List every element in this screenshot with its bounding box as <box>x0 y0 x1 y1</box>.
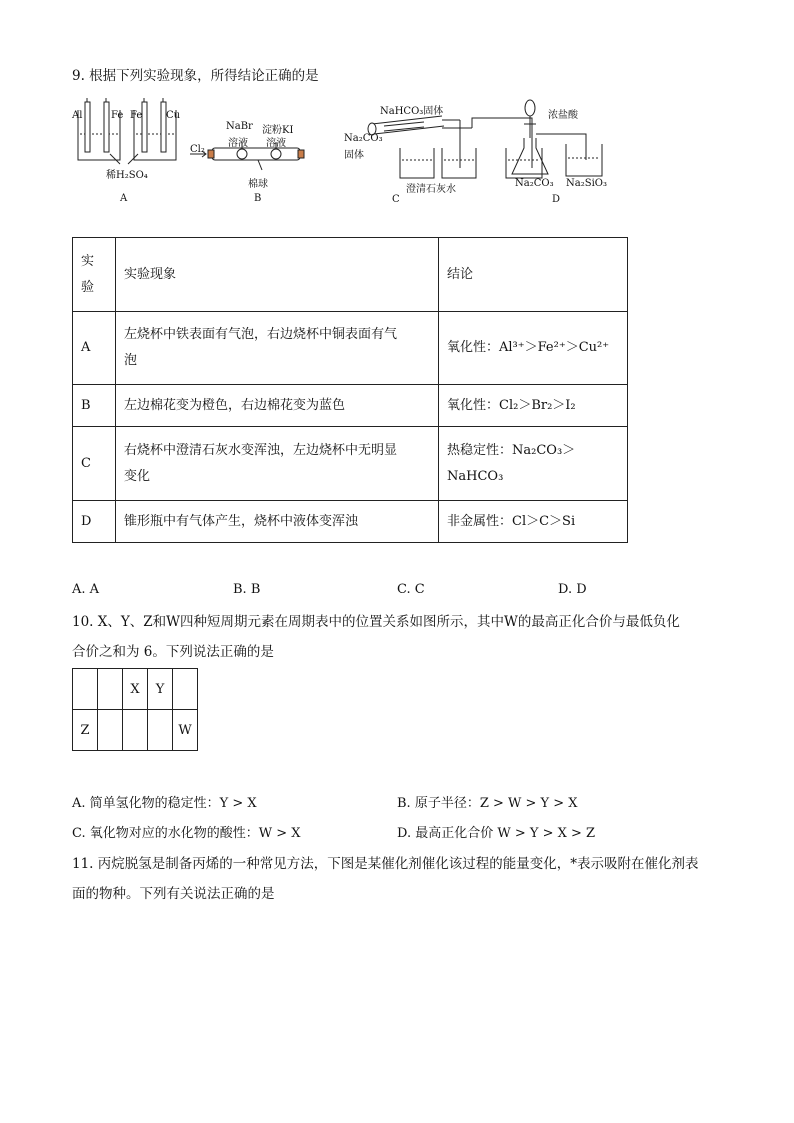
fig-d-caption: D <box>552 194 561 205</box>
phenomenon-line: 右烧杯中澄清石灰水变浑浊，左边烧杯中无明显 <box>124 442 398 458</box>
grid-cell <box>123 710 148 751</box>
grid-cell <box>98 710 123 751</box>
q10-option-a[interactable]: A. 简单氢化物的稳定性：Y > X <box>72 796 257 811</box>
grid-cell: X <box>123 669 148 710</box>
phenomenon-line: 变化 <box>124 468 151 484</box>
fig-a-electrode-fe <box>104 102 109 152</box>
header-cell-experiment <box>73 238 116 312</box>
q9-option-c[interactable]: C. C <box>397 582 425 597</box>
row-id: C <box>73 427 116 501</box>
header-cell-conclusion: 结论 <box>439 238 628 312</box>
header-experiment-line1: 实 <box>81 253 95 269</box>
grid-cell: Z <box>73 710 98 751</box>
fig-d-beaker-label: Na₂SiO₃ <box>566 178 607 189</box>
grid-cell: Y <box>148 669 173 710</box>
fig-a-electrode-al <box>85 102 90 152</box>
q10-stem-line2: 合价之和为 6。下列说法正确的是 <box>72 644 274 660</box>
phenomenon-line: 左烧杯中铁表面有气泡，右边烧杯中铜表面有气 <box>124 327 398 342</box>
fig-d-flask-label: Na₂CO₃ <box>515 178 554 189</box>
table-row <box>73 427 628 501</box>
row-conclusion: 氧化性：Al³⁺＞Fe²⁺＞Cu²⁺ <box>439 312 628 385</box>
row-conclusion: 氧化性：Cl₂＞Br₂＞I₂ <box>439 385 628 427</box>
table-row <box>73 312 628 385</box>
fig-c-water: 澄清石灰水 <box>406 184 456 195</box>
q10-option-d[interactable]: D. 最高正化合价 W > Y > X > Z <box>397 826 596 841</box>
fig-b-left-1: NaBr <box>226 121 253 132</box>
grid-cell: W <box>173 710 198 751</box>
fig-b-gas: Cl₂ <box>190 144 205 155</box>
fig-b-right-2: 溶液 <box>266 138 286 149</box>
header-cell-phenomenon: 实验现象 <box>116 238 439 312</box>
row-conclusion: 非金属性：Cl＞C＞Si <box>439 501 628 543</box>
table-header-row <box>73 238 628 312</box>
fig-a-label-al: Al <box>72 110 83 121</box>
fig-a-label-fe: Fe <box>111 110 124 121</box>
row-phenomenon: 锥形瓶中有气体产生，烧杯中液体变浑浊 <box>116 501 439 543</box>
fig-b-cotton: 棉球 <box>248 179 268 190</box>
fig-c-beaker-left <box>400 148 434 178</box>
fig-d-beaker <box>566 144 602 176</box>
row-conclusion <box>439 427 628 501</box>
grid-cell <box>73 669 98 710</box>
q9-option-d[interactable]: D. D <box>558 582 587 597</box>
fig-b-left-2: 溶液 <box>228 138 248 149</box>
grid-cell <box>148 710 173 751</box>
row-id: B <box>73 385 116 427</box>
fig-a-label-cu: Cu <box>166 110 181 121</box>
grid-cell <box>98 669 123 710</box>
table-row <box>73 501 628 543</box>
fig-c-tube-outer <box>372 116 442 124</box>
row-phenomenon <box>116 427 439 501</box>
q10-option-b[interactable]: B. 原子半径：Z > W > Y > X <box>397 796 578 811</box>
q10-stem-line1: 10. X、Y、Z和W四种短周期元素在周期表中的位置关系如图所示，其中W的最高正化合价与最低负化 <box>72 614 680 630</box>
header-experiment-line2: 验 <box>81 279 95 295</box>
row-phenomenon: 左边棉花变为橙色，右边棉花变为蓝色 <box>116 385 439 427</box>
q9-stem: 9. 根据下列实验现象，所得结论正确的是 <box>72 68 319 84</box>
row-id: A <box>73 312 116 385</box>
fig-d-acid: 浓盐酸 <box>548 110 578 121</box>
q11-stem-line1: 11. 丙烷脱氢是制备丙烯的一种常见方法，下图是某催化剂催化该过程的能量变化，*表示吸附在催化剂表 <box>72 856 699 872</box>
conclusion-line: NaHCO₃ <box>447 468 504 484</box>
q10-option-c[interactable]: C. 氧化物对应的水化物的酸性：W > X <box>72 826 301 841</box>
grid-row <box>73 710 198 751</box>
q9-table <box>72 237 628 543</box>
q9-option-b[interactable]: B. B <box>233 582 261 597</box>
table-row <box>73 385 628 427</box>
q9-option-a[interactable]: A. A <box>72 582 100 597</box>
fig-c-outer-2: 固体 <box>344 150 364 161</box>
fig-a-label-fe2: Fe <box>130 110 143 121</box>
fig-c-inner: NaHCO₃固体 <box>380 106 444 117</box>
q11-stem-line2: 面的物种。下列有关说法正确的是 <box>72 886 275 902</box>
fig-c-outer-1: Na₂CO₃ <box>344 133 383 144</box>
phenomenon-line: 泡 <box>124 353 138 368</box>
row-phenomenon <box>116 312 439 385</box>
grid-row <box>73 669 198 710</box>
grid-cell <box>173 669 198 710</box>
fig-d-flask <box>512 138 548 174</box>
periodic-table-grid <box>72 668 198 751</box>
fig-a-solution: 稀H₂SO₄ <box>106 170 148 181</box>
fig-b-tube <box>212 148 300 160</box>
row-id: D <box>73 501 116 543</box>
fig-a-caption: A <box>120 193 128 204</box>
fig-b-caption: B <box>254 193 262 204</box>
fig-b-right-1: 淀粉KI <box>262 125 294 136</box>
conclusion-line: 热稳定性：Na₂CO₃＞ <box>447 442 576 458</box>
fig-c-caption: C <box>392 194 400 205</box>
fig-d-funnel <box>525 100 535 116</box>
fig-a-electrode-fe2 <box>142 102 147 152</box>
